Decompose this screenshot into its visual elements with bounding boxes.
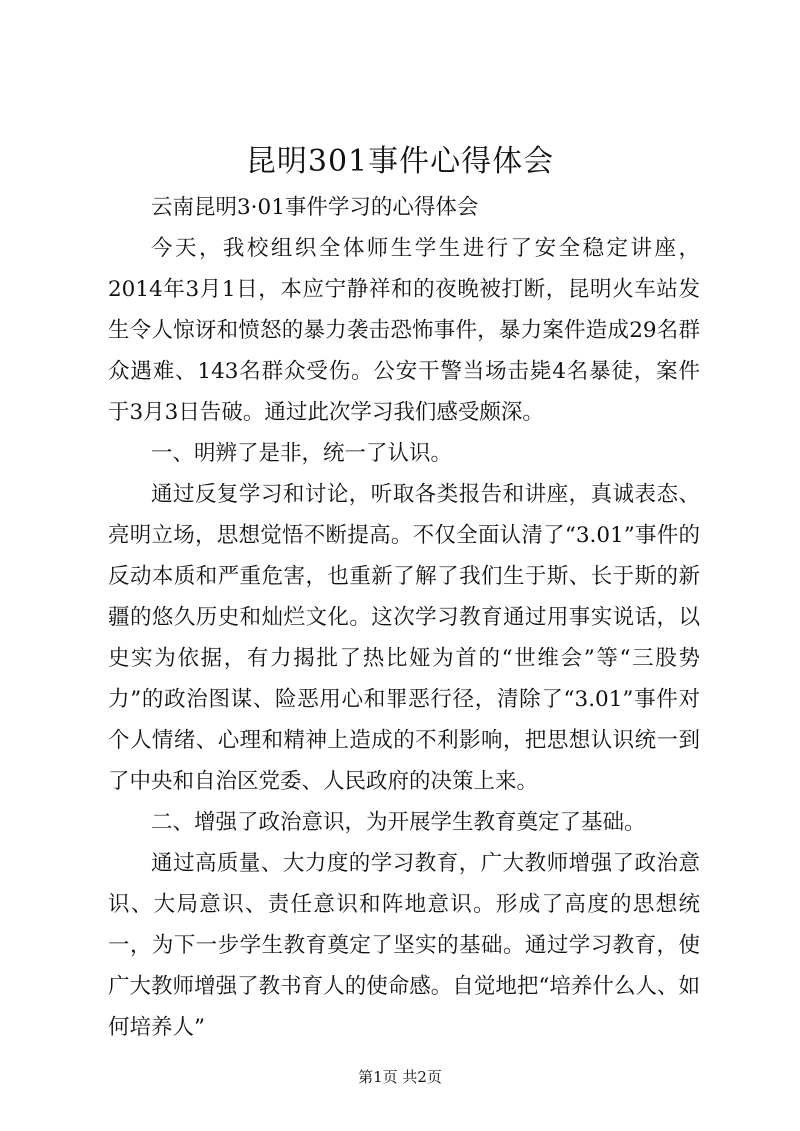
page-number-footer: 第1页 共2页	[358, 1068, 442, 1086]
page-title: 昆明301事件心得体会	[245, 144, 555, 179]
section-heading-1: 一、明辨了是非，统一了认识。	[151, 441, 453, 466]
subtitle-paragraph: 云南昆明3·01事件学习的心得体会	[151, 195, 479, 220]
document-body	[108, 187, 700, 1048]
section-heading-2: 二、增强了政治意识，为开展学生教育奠定了基础。	[151, 810, 646, 835]
section-1-paragraph: 通过反复学习和讨论，听取各类报告和讲座，真诚表态、亮明立场，思想觉悟不断提高。不仅全面认清了“3.01”事件的反动本质和严重危害，也重新了解了我们生于斯、长于斯的新疆的悠久历史和灿烂文化。这次学习教育通过用事实说话，以史实为依据，有力揭批了热比娅为首的“世维会”等“三股势力”的政治图谋、险恶用心和罪恶行径，清除了“3.01”事件对个人情绪、心理和精神上造成的不利影响，把思想认识统一到了中央和自治区党委、人民政府的决策上来。	[108, 482, 700, 794]
section-2-paragraph: 通过高质量、大力度的学习教育，广大教师增强了政治意识、大局意识、责任意识和阵地意识。形成了高度的思想统一，为下一步学生教育奠定了坚实的基础。通过学习教育，使广大教师增强了教书育人的使命感。自觉地把“培养什么人、如何培养人”	[108, 851, 700, 1040]
intro-paragraph: 今天，我校组织全体师生学生进行了安全稳定讲座，2014年3月1日，本应宁静祥和的夜晚被打断，昆明火车站发生令人惊讶和愤怒的暴力袭击恐怖事件，暴力案件造成29名群众遇难、143名群众受伤。公安干警当场击毙4名暴徒，案件于3月3日告破。通过此次学习我们感受颇深。	[108, 236, 700, 425]
